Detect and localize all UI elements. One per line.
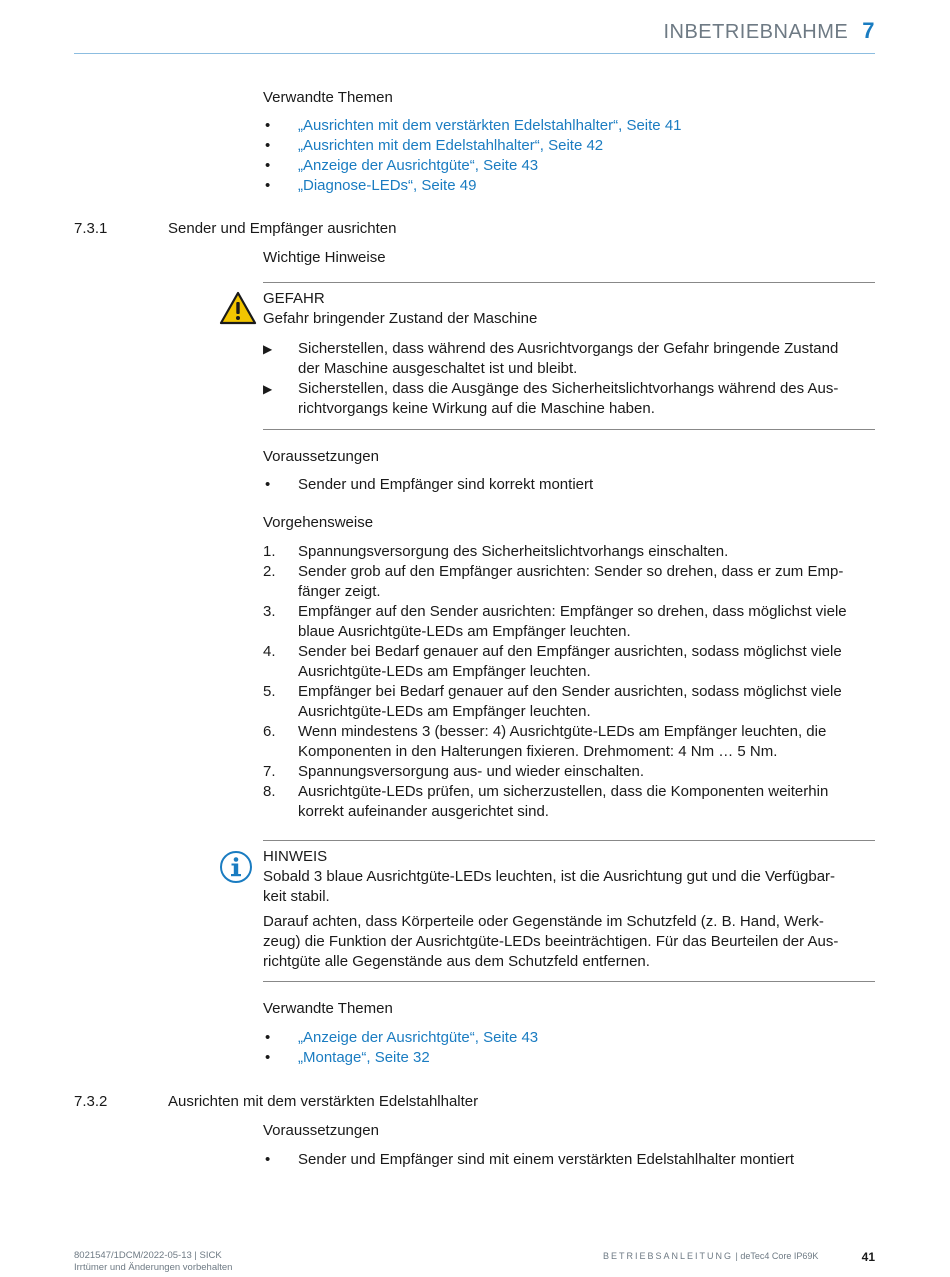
- prerequisites-title: Voraussetzungen: [263, 1122, 379, 1139]
- section-heading-7-3-2: [74, 1092, 478, 1112]
- chapter-title: INBETRIEBNAHME: [663, 21, 849, 43]
- section-title: Sender und Empfänger ausrichten: [168, 220, 397, 237]
- danger-action: ▶ Sicherstellen, dass die Ausgänge des Sicherheitslichtvorhangs während des Aus- richtvorgangs keine Wirkung auf die Maschine haben.: [263, 380, 839, 417]
- procedure-step: 5. Empfänger bei Bedarf genauer auf den Sender ausrichten, sodass möglichst viele Ausrichtgüte-LEDs am Empfänger leuchten.: [263, 683, 842, 720]
- important-notes-heading: Wichtige Hinweise: [263, 249, 386, 266]
- prerequisites-1: [263, 447, 875, 495]
- procedure: [263, 513, 875, 822]
- related-link[interactable]: • „Ausrichten mit dem Edelstahlhalter“, Seite 42: [263, 136, 875, 156]
- section-number: 7.3.2: [74, 1093, 108, 1110]
- footer-disclaimer: Irrtümer und Änderungen vorbehalten: [74, 1262, 233, 1273]
- footer-doc-info: [74, 1250, 232, 1274]
- related-link[interactable]: • „Ausrichten mit dem verstärkten Edelstahlhalter“, Seite 41: [263, 116, 875, 136]
- danger-box: [263, 289, 875, 419]
- danger-action: ▶ Sicherstellen, dass während des Ausrichtvorgangs der Gefahr bringende Zustand der Maschine ausgeschaltet ist und bleibt.: [263, 340, 839, 377]
- procedure-step: 7. Spannungsversorgung aus- und wieder einschalten.: [263, 763, 645, 780]
- procedure-step: 4. Sender bei Bedarf genauer auf den Empfänger ausrichten, sodass möglichst viele Ausrichtgüte-LEDs am Empfänger leuchten.: [263, 643, 842, 680]
- procedure-step: 8. Ausrichtgüte-LEDs prüfen, um sicherzustellen, dass die Komponenten weiterhin korrekt aufeinander ausgerichtet sind.: [263, 783, 829, 820]
- chapter-number: 7: [862, 18, 875, 43]
- footer-product: deTec4 Core IP69K: [740, 1251, 819, 1261]
- related-topics-title: Verwandte Themen: [263, 89, 393, 106]
- header-divider: [74, 53, 875, 54]
- chapter-header: [663, 18, 875, 44]
- related-link[interactable]: • „Anzeige der Ausrichtgüte“, Seite 43: [263, 1028, 875, 1048]
- related-topics-1: [263, 88, 875, 196]
- procedure-step: 2. Sender grob auf den Empfänger ausrichten: Sender so drehen, dass er zum Emp- fänger zeigt.: [263, 563, 844, 600]
- procedure-title: Vorgehensweise: [263, 514, 374, 531]
- note-box: [263, 847, 875, 972]
- procedure-step: 6. Wenn mindestens 3 (besser: 4) Ausrichtgüte-LEDs am Empfänger leuchten, die Komponenten in den Halterungen fixieren. Drehmoment: 4 Nm … 5 Nm.: [263, 723, 827, 760]
- related-link[interactable]: • „Anzeige der Ausrichtgüte“, Seite 43: [263, 156, 875, 176]
- prerequisite-item: • Sender und Empfänger sind mit einem verstärkten Edelstahlhalter montiert: [263, 1150, 875, 1170]
- danger-top-rule: [263, 282, 875, 283]
- prerequisites-2: [263, 1121, 875, 1170]
- prerequisite-item: • Sender und Empfänger sind korrekt montiert: [263, 475, 875, 495]
- footer-document-type: BETRIEBSANLEITUNG | deTec4 Core IP69K: [603, 1251, 819, 1261]
- danger-text: Gefahr bringender Zustand der Maschine: [263, 310, 538, 327]
- related-topics-2: [263, 999, 875, 1068]
- note-paragraph-1: Sobald 3 blaue Ausrichtgüte-LEDs leuchten, ist die Ausrichtung gut und die Verfügbar- keit stabil.: [263, 868, 836, 905]
- danger-bottom-rule: [263, 429, 875, 430]
- info-icon: [219, 850, 253, 884]
- footer-doc-id: 8021547/1DCM/2022-05-13 | SICK: [74, 1250, 222, 1261]
- procedure-step: 1. Spannungsversorgung des Sicherheitslichtvorhangs einschalten.: [263, 543, 729, 560]
- related-link[interactable]: • „Diagnose-LEDs“, Seite 49: [263, 176, 875, 196]
- note-top-rule: [263, 840, 875, 841]
- warning-icon: [219, 291, 257, 325]
- procedure-step: 3. Empfänger auf den Sender ausrichten: Empfänger so drehen, dass möglichst viele blaue Ausrichtgüte-LEDs am Empfänger leuchten.: [263, 603, 847, 640]
- note-bottom-rule: [263, 981, 875, 982]
- note-paragraph-2: Darauf achten, dass Körperteile oder Gegenstände im Schutzfeld (z. B. Hand, Werk- zeug) die Funktion der Ausrichtgüte-LEDs beeinträchtigen. Für das Beurteilen der Aus- richtgüte alle Gegenstände aus dem Schutzfeld entfernen.: [263, 913, 839, 970]
- related-topics-title: Verwandte Themen: [263, 1000, 393, 1017]
- section-title: Ausrichten mit dem verstärkten Edelstahlhalter: [168, 1093, 479, 1110]
- prerequisites-title: Voraussetzungen: [263, 448, 379, 465]
- note-title: HINWEIS: [263, 848, 328, 865]
- section-number: 7.3.1: [74, 220, 108, 237]
- related-link[interactable]: • „Montage“, Seite 32: [263, 1048, 875, 1068]
- danger-title: GEFAHR: [263, 290, 325, 307]
- page-number: 41: [861, 1250, 875, 1264]
- section-heading-7-3-1: [74, 219, 396, 239]
